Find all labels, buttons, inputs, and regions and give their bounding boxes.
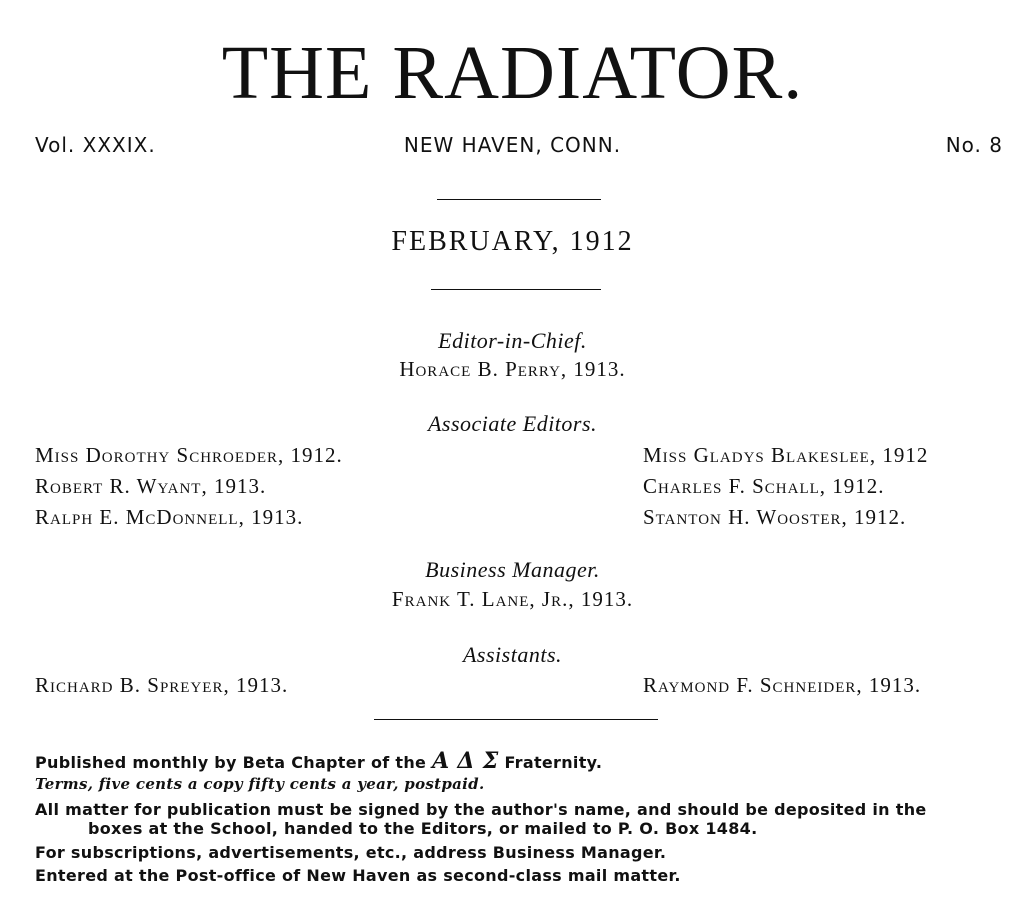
fraternity-letters: Α Δ Σ	[432, 748, 499, 774]
subscriptions-line: For subscriptions, advertisements, etc., address Business Manager.	[35, 843, 667, 862]
divider-date	[431, 289, 601, 290]
associate-editor-right-2: Charles F. Schall, 1912.	[643, 474, 885, 498]
assistant-right: Raymond F. Schneider, 1913.	[643, 673, 922, 697]
issue-number: No. 8	[945, 133, 1003, 157]
associate-editor-left-2: Robert R. Wyant, 1913.	[35, 474, 267, 498]
assistants-heading: Assistants.	[462, 642, 563, 667]
business-manager-name: Frank T. Lane, Jr., 1913.	[391, 587, 634, 611]
volume-label: Vol. XXXIX.	[35, 133, 156, 157]
fraternity-word: Fraternity.	[504, 753, 603, 772]
business-manager-heading: Business Manager.	[425, 557, 600, 582]
page-title: THE RADIATOR.	[221, 31, 804, 115]
divider-top	[437, 199, 601, 200]
divider-imprint	[374, 719, 658, 720]
associate-editor-right-1: Miss Gladys Blakeslee, 1912	[643, 443, 929, 467]
associate-editor-right-3: Stanton H. Wooster, 1912.	[643, 505, 907, 529]
associate-editor-left-3: Ralph E. McDonnell, 1913.	[35, 505, 304, 529]
assistant-left: Richard B. Spreyer, 1913.	[35, 673, 289, 697]
publisher-text: Published monthly by Beta Chapter of the	[35, 753, 427, 772]
matter-line-1: All matter for publication must be signed by the author's name, and should be deposited in the	[35, 800, 927, 819]
publisher-line	[35, 748, 602, 774]
entered-line: Entered at the Post-office of New Haven as second-class mail matter.	[35, 866, 681, 885]
associate-editors-heading: Associate Editors.	[427, 411, 598, 436]
place-label: NEW HAVEN, CONN.	[403, 133, 622, 157]
matter-line-2: boxes at the School, handed to the Editors, or mailed to P. O. Box 1484.	[88, 819, 758, 838]
editor-in-chief-heading: Editor-in-Chief.	[438, 328, 587, 353]
terms-line: Terms, five cents a copy fifty cents a year, postpaid.	[35, 775, 485, 793]
editor-in-chief-name: Horace B. Perry, 1913.	[399, 357, 626, 381]
associate-editor-left-1: Miss Dorothy Schroeder, 1912.	[35, 443, 343, 467]
issue-date: FEBRUARY, 1912	[391, 226, 634, 257]
